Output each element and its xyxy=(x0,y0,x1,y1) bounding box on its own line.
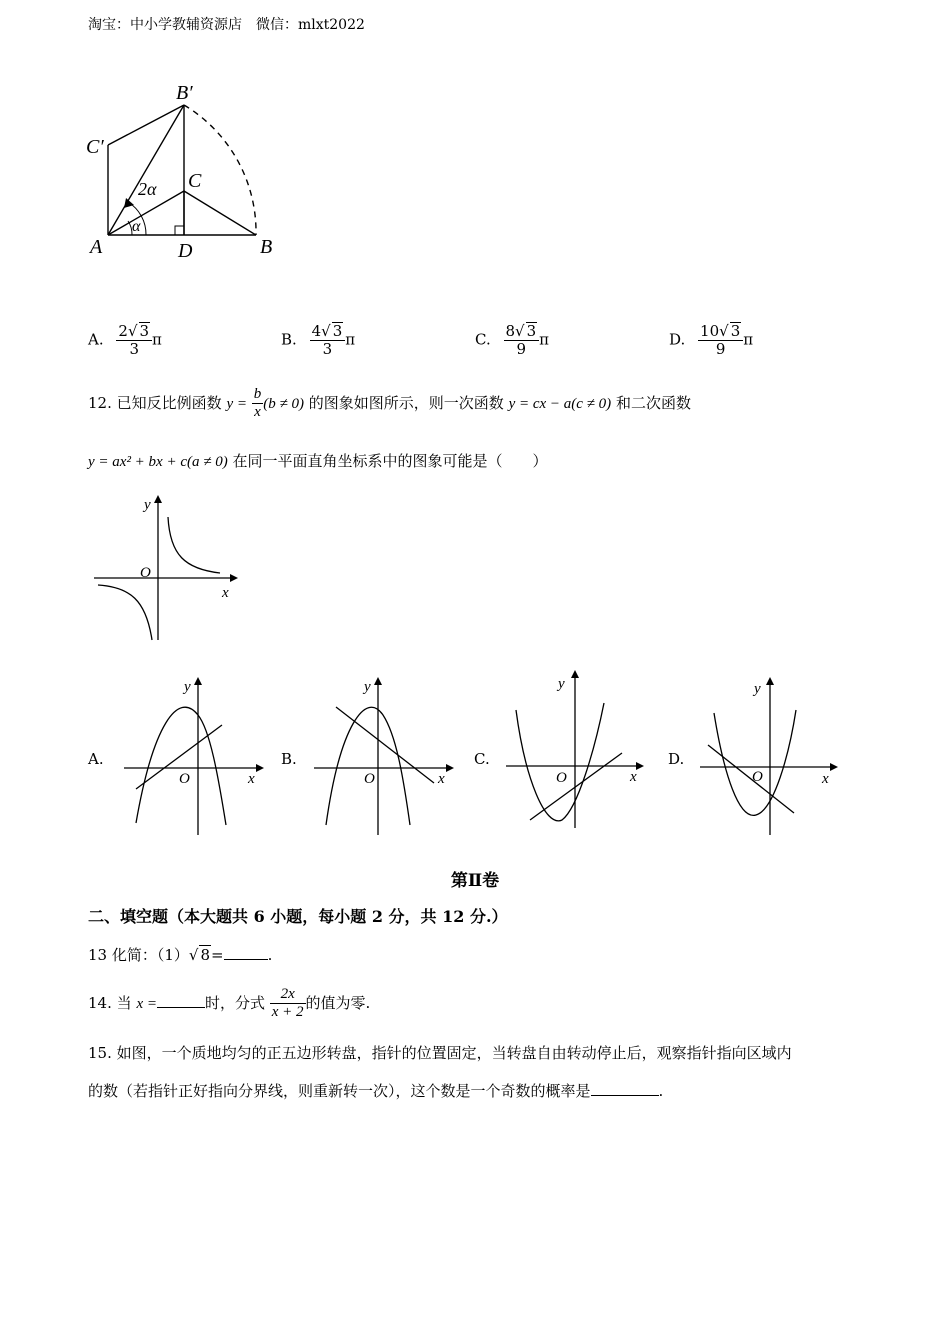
q11-option-a[interactable]: A. $\frac{2√ 3}{3}$ π xyxy=(88,322,162,359)
label-b: B xyxy=(260,236,273,258)
label-two-alpha: 2α xyxy=(138,179,157,199)
svg-text:y: y xyxy=(558,676,565,692)
svg-text:O: O xyxy=(752,769,763,785)
label-d: D xyxy=(178,240,193,262)
svg-text:O: O xyxy=(179,771,190,787)
label-a: A xyxy=(90,236,103,258)
q11-option-c[interactable]: C. $\frac{8√ 3}{9}$ π xyxy=(475,322,550,359)
svg-text:y: y xyxy=(184,679,191,695)
q11-option-b[interactable]: B. $\frac{4√ 3}{3}$ π xyxy=(281,322,356,359)
q15-line2: 的数（若指针正好指向分界线，则重新转一次），这个数是一个奇数的概率是 . xyxy=(88,1082,664,1100)
q13-answer-blank[interactable] xyxy=(224,959,268,960)
svg-text:x: x xyxy=(630,769,637,785)
label-c: C xyxy=(188,170,202,192)
q12-option-b-label[interactable]: B. xyxy=(281,750,297,768)
svg-text:x: x xyxy=(438,771,445,787)
label-alpha: α xyxy=(132,218,141,235)
q14-answer-blank[interactable] xyxy=(157,1007,205,1008)
label-c-prime: C′ xyxy=(86,136,104,158)
svg-text:O: O xyxy=(364,771,375,787)
q12-option-d-graph[interactable] xyxy=(694,675,844,840)
svg-text:O: O xyxy=(556,770,567,786)
q12-option-a-graph[interactable] xyxy=(118,675,268,840)
rotation-figure xyxy=(80,75,300,270)
svg-text:O: O xyxy=(140,565,151,581)
q12-option-c-label[interactable]: C. xyxy=(474,750,490,768)
svg-text:x: x xyxy=(222,585,229,601)
q12-line2: y = ax² + bx + c(a ≠ 0) 在同一平面直角坐标系中的图象可能是（ ） xyxy=(88,452,548,470)
svg-text:y: y xyxy=(144,497,151,513)
q15-line1: 15. 如图，一个质地均匀的正五边形转盘，指针的位置固定，当转盘自由转动停止后，观察指针指向区域内 xyxy=(88,1044,792,1062)
page-header: 淘宝：中小学教辅资源店 微信：mlxt2022 xyxy=(88,17,365,33)
svg-text:y: y xyxy=(364,679,371,695)
hyperbola-figure xyxy=(90,495,240,645)
q14: 14. 当 x = 时，分式 $\frac{2x}{x + 2}$ 的值为零. xyxy=(88,986,371,1021)
svg-text:x: x xyxy=(248,771,255,787)
q11-option-d[interactable]: D. $\frac{10√ 3}{9}$ π xyxy=(669,322,754,359)
volume-title: 第Ⅱ卷 xyxy=(450,871,500,891)
label-b-prime: B′ xyxy=(176,82,193,104)
q13: 13 化简：（1）√ 8= . xyxy=(88,946,273,964)
svg-text:x: x xyxy=(822,771,829,787)
q12-line1: 12. 已知反比例函数 y = $\frac{b}{x}$ (b ≠ 0) 的图象如图所示，则一次函数 y = cx − a(c ≠ 0) 和二次函数 xyxy=(88,386,691,421)
svg-text:y: y xyxy=(754,681,761,697)
q12-option-c-graph[interactable] xyxy=(500,668,650,833)
q12-option-d-label[interactable]: D. xyxy=(668,750,685,768)
q12-option-b-graph[interactable] xyxy=(308,675,458,840)
section-heading: 二、填空题（本大题共 6 小题，每小题 2 分，共 12 分.） xyxy=(88,907,508,926)
q12-option-a-label[interactable]: A. xyxy=(88,750,104,768)
q15-answer-blank[interactable] xyxy=(591,1095,659,1096)
